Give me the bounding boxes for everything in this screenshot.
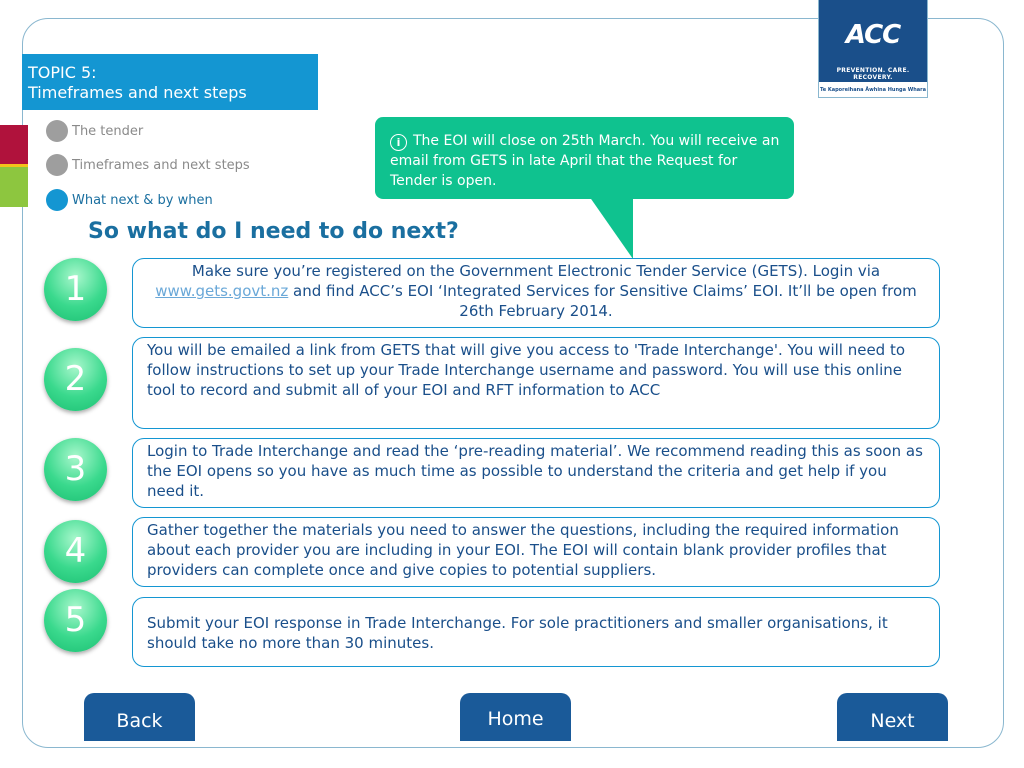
step-1-text-b: and find ACC’s EOI ‘Integrated Services for Sensitive Claims’ EOI. It’ll be open from 26th February 2014. (288, 282, 917, 320)
nav-item-label: What next & by when (72, 192, 213, 208)
nav-dot-icon (46, 189, 68, 211)
nav-item-label: Timeframes and next steps (72, 157, 250, 173)
page-heading: So what do I need to do next? (88, 219, 459, 244)
step-5-box (132, 597, 940, 667)
logo-mark: ACC (845, 20, 901, 50)
step-5-text: Submit your EOI response in Trade Interchange. For sole practitioners and smaller organisations, it should take no more than 30 minutes. (147, 614, 888, 652)
gets-link[interactable]: www.gets.govt.nz (155, 282, 289, 300)
step-2-text: You will be emailed a link from GETS that will give you access to 'Trade Interchange'. You will need to follow instructions to set up your Trade Interchange username and password. You will use this online tool to record and submit all of your EOI and RFT information to ACC (147, 341, 906, 399)
topic-number: TOPIC 5: (28, 63, 97, 82)
nav-item-the-tender[interactable] (46, 120, 143, 142)
step-number-badge: 3 (44, 438, 107, 501)
side-strip-green (0, 167, 28, 207)
step-number-badge: 2 (44, 348, 107, 411)
topic-banner (22, 54, 318, 110)
step-1-text-a: Make sure you’re registered on the Government Electronic Tender Service (GETS). Login via (191, 262, 881, 280)
step-1-box (132, 258, 940, 328)
step-number-badge: 4 (44, 520, 107, 583)
nav-item-timeframes[interactable] (46, 154, 250, 176)
acc-logo (818, 0, 928, 98)
back-button[interactable]: Back (84, 693, 195, 741)
info-icon: i (390, 134, 407, 151)
logo-background (819, 0, 927, 82)
step-3-box (132, 438, 940, 508)
step-number-badge: 1 (44, 258, 107, 321)
logo-maori-text: Te Kaporeihana Āwhina Hunga Whara (819, 87, 927, 93)
step-number-badge: 5 (44, 589, 107, 652)
side-strip-red (0, 125, 28, 167)
next-button[interactable]: Next (837, 693, 948, 741)
topic-title: Timeframes and next steps (28, 83, 247, 102)
step-4-text: Gather together the materials you need to answer the questions, including the required information about each provider you are including in your EOI. The EOI will contain blank provider profiles that providers can complete once and give copies to potential suppliers. (147, 521, 899, 579)
callout-text: The EOI will close on 25th March. You will receive an email from GETS in late April that the Request for Tender is open. (390, 133, 780, 189)
nav-dot-icon (46, 120, 68, 142)
step-4-box (132, 517, 940, 587)
nav-dot-icon (46, 154, 68, 176)
nav-item-label: The tender (72, 123, 144, 139)
info-callout (375, 117, 794, 199)
logo-tagline: PREVENTION. CARE. RECOVERY. (836, 67, 910, 81)
nav-item-what-next[interactable] (46, 189, 213, 211)
step-3-text: Login to Trade Interchange and read the ‘pre-reading material’. We recommend reading this as soon as the EOI opens so you have as much time as possible to understand the criteria and get help if you need it. (147, 442, 923, 500)
callout-pointer (589, 196, 633, 259)
home-button[interactable]: Home (460, 693, 571, 741)
step-2-box (132, 337, 940, 429)
